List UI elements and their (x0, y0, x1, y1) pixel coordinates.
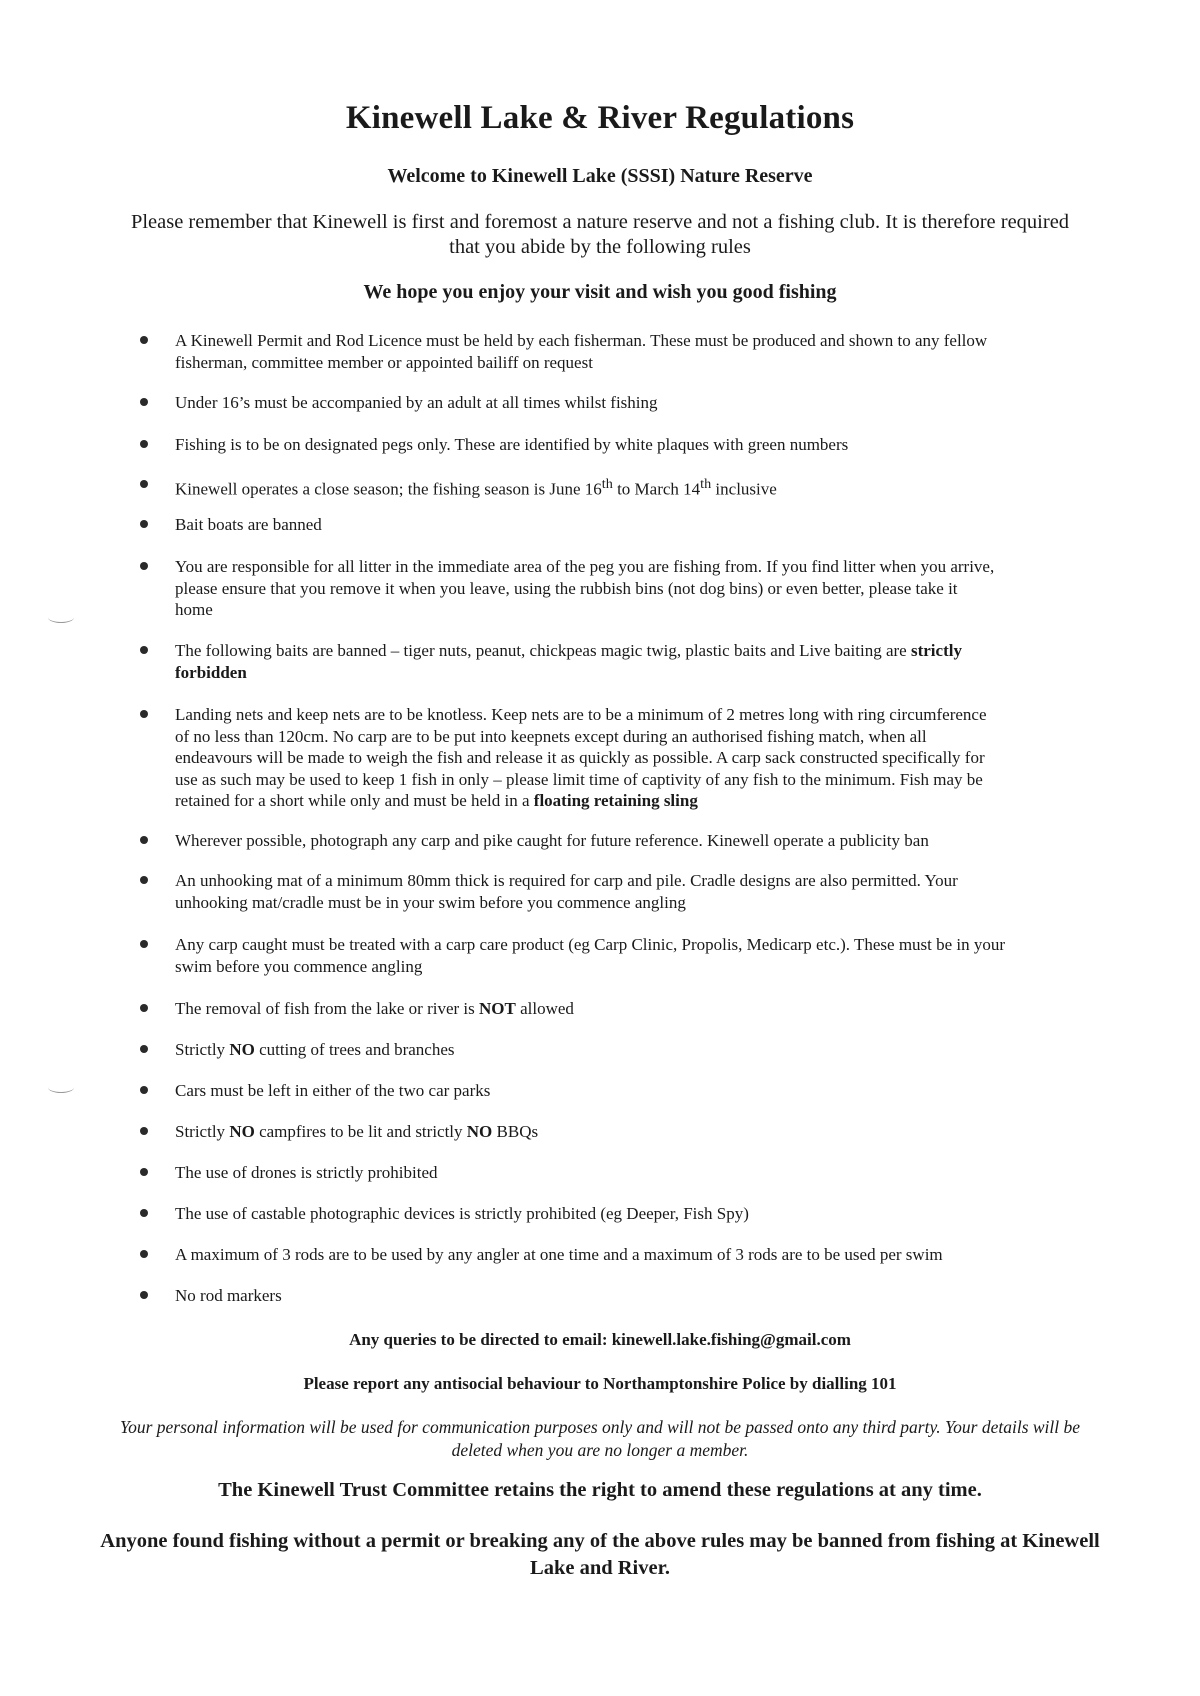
rule-item-drones: The use of drones is strictly prohibited (175, 1163, 438, 1182)
bullet-icon (140, 398, 148, 406)
rule-item-banned-baits: The following baits are banned – tiger nuts, peanut, chickpeas magic twig, plastic baits and Live baiting are strictly forbidden (175, 641, 962, 682)
rule-item-close-season: Kinewell operates a close season; the fishing season is June 16th to March 14th inclusive (175, 476, 777, 499)
rule-item-under-16: Under 16’s must be accompanied by an adult at all times whilst fishing (175, 393, 658, 412)
bullet-icon (140, 836, 148, 844)
welcome-wish: We hope you enjoy your visit and wish you good fishing (363, 281, 837, 303)
rule-item-pegs: Fishing is to be on designated pegs only. These are identified by white plaques with green numbers (175, 435, 849, 454)
ban-warning: Anyone found fishing without a permit or breaking any of the above rules may be banned from fishing at Kinewell Lake and River. (100, 1530, 1100, 1579)
rule-item-trees: Strictly NO cutting of trees and branches (175, 1040, 455, 1059)
bullet-icon (140, 710, 148, 718)
punch-hole-mark (48, 612, 74, 623)
rule-item-car-parks: Cars must be left in either of the two car parks (175, 1081, 491, 1100)
bullet-icon (140, 1045, 148, 1053)
police-report-line: Please report any antisocial behaviour to Northamptonshire Police by dialling 101 (303, 1374, 897, 1393)
bullet-icon (140, 1086, 148, 1094)
bullet-icon (140, 562, 148, 570)
bullet-icon (140, 336, 148, 344)
privacy-notice: Your personal information will be used for communication purposes only and will not be passed onto any third party. Your details will be deleted when you are no longer a member. (119, 1417, 1081, 1460)
rule-item-unhooking-mat: An unhooking mat of a minimum 80mm thick is required for carp and pile. Cradle designs are also permitted. Your unhooking mat/cradle must be in your swim before you commence angling (175, 871, 958, 912)
intro-paragraph: Please remember that Kinewell is first and foremost a nature reserve and not a fishing club. It is therefore required that you abide by the following rules (130, 211, 1070, 258)
bullet-icon (140, 520, 148, 528)
bullet-icon (140, 480, 148, 488)
bullet-icon (140, 1291, 148, 1299)
rule-item-max-rods: A maximum of 3 rods are to be used by any angler at one time and a maximum of 3 rods are to be used per swim (175, 1245, 943, 1264)
rule-item-castable-devices: The use of castable photographic devices is strictly prohibited (eg Deeper, Fish Spy) (175, 1204, 749, 1223)
rule-item-nets: Landing nets and keep nets are to be knotless. Keep nets are to be a minimum of 2 metres long with ring circumference of no less than 120cm. No carp are to be put into keepnets except during an authorised fishing match, when all endeavours will be made to weigh the fish and release it as quickly as possible. A carp sack constructed specifically for use as such may be used to keep 1 fish in only – please limit time of captivity of any fish to the minimum. Fish may be retained for a short while only and must be held in a floating retaining sling (175, 705, 987, 811)
bullet-icon (140, 646, 148, 654)
rule-item-campfires: Strictly NO campfires to be lit and strictly NO BBQs (175, 1122, 539, 1141)
rule-item-bait-boats: Bait boats are banned (175, 515, 322, 534)
page-subtitle: Welcome to Kinewell Lake (SSSI) Nature Reserve (387, 165, 813, 187)
bullet-icon (140, 1250, 148, 1258)
bullet-icon (140, 1004, 148, 1012)
bullet-icon (140, 440, 148, 448)
rule-item-rod-markers: No rod markers (175, 1286, 282, 1305)
rule-item-permit: A Kinewell Permit and Rod Licence must be held by each fisherman. These must be produced and shown to any fellow fisherman, committee member or appointed bailiff on request (175, 331, 988, 372)
page-title: Kinewell Lake & River Regulations (345, 100, 855, 136)
rule-item-photograph: Wherever possible, photograph any carp and pike caught for future reference. Kinewell operate a publicity ban (175, 831, 929, 850)
queries-email-line: Any queries to be directed to email: kinewell.lake.fishing@gmail.com (349, 1330, 851, 1349)
rule-item-litter: You are responsible for all litter in the immediate area of the peg you are fishing from. If you find litter when you arrive, please ensure that you remove it when you leave, using the rubbish bins (not dog bins) or even better, please take it home (175, 557, 995, 620)
bullet-icon (140, 876, 148, 884)
punch-hole-mark (48, 1082, 74, 1093)
bullet-icon (140, 940, 148, 948)
bullet-icon (140, 1127, 148, 1135)
rule-item-removal: The removal of fish from the lake or river is NOT allowed (175, 999, 574, 1018)
committee-notice: The Kinewell Trust Committee retains the right to amend these regulations at any time. (218, 1479, 982, 1501)
rule-item-carp-care: Any carp caught must be treated with a carp care product (eg Carp Clinic, Propolis, Medicarp etc.). These must be in your swim before you commence angling (175, 935, 1006, 976)
bullet-icon (140, 1168, 148, 1176)
bullet-icon (140, 1209, 148, 1217)
